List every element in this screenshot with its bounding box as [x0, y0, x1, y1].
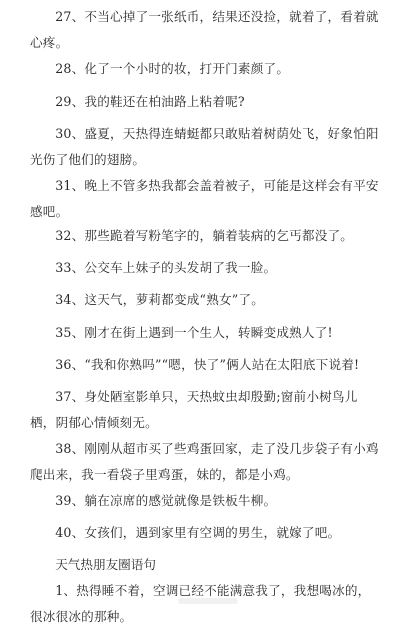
list-item: 29、我的鞋还在柏油路上粘着呢?	[55, 94, 245, 109]
page-edge-mark	[178, 598, 238, 604]
list-item: 31、晚上不管多热我都会盖着被子，可能是这样会有平安感吧。	[30, 178, 379, 219]
list-item: 27、不当心掉了一张纸币，结果还没捡，就着了，看着就心疼。	[30, 9, 379, 50]
list-item: 39、躺在凉席的感觉就像是铁板牛柳。	[55, 493, 277, 508]
list-item: 1、热得睡不着，空调已经不能满意我了，我想喝冰的，很冰很冰的那种。	[30, 583, 371, 624]
list-item: 38、刚刚从超市买了些鸡蛋回家，走了没几步袋子有小鸡爬出来，我一看袋子里鸡蛋，妹的，都是小鸡。	[30, 441, 379, 482]
list-item: 40、女孩们，遇到家里有空调的男生，就嫁了吧。	[55, 525, 341, 540]
list-item: 36、“我和你熟吗”“嗯，快了”俩人站在太阳底下说着!	[55, 357, 360, 372]
list-item: 34、这天气，萝莉都变成“熟女”了。	[55, 292, 265, 307]
list-item: 35、刚才在街上遇到一个生人，转瞬变成熟人了!	[55, 325, 333, 340]
section-heading: 天气热朋友圈语句	[55, 557, 156, 572]
list-item: 37、身处陋室影单只，天热蚊虫却殷勤;窗前小树鸟儿栖，阴郁心情倾刻无。	[30, 389, 358, 430]
list-item: 30、盛夏，天热得连蜻蜓都只敢贴着树荫处飞，好象怕阳光伤了他们的翅膀。	[30, 126, 379, 167]
list-item: 33、公交车上妹子的头发胡了我一脸。	[55, 260, 277, 275]
list-item: 32、那些跪着写粉笔字的，躺着装病的乞丐都没了。	[55, 228, 354, 243]
list-item: 28、化了一个小时的妆，打开门素颜了。	[55, 61, 290, 76]
